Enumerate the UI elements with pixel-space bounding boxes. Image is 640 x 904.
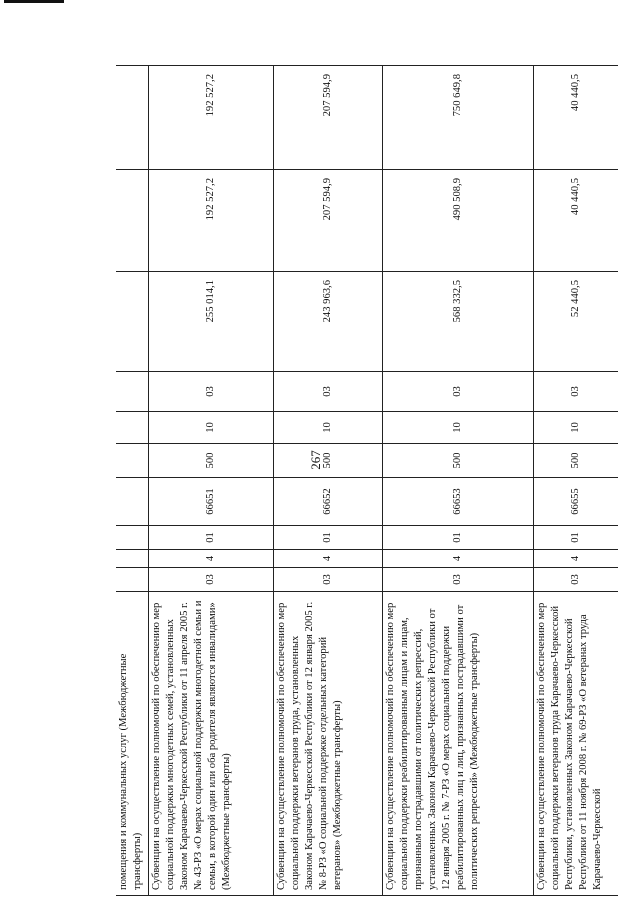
- code-cell: 01: [383, 526, 534, 550]
- code-cell: 10: [383, 412, 534, 444]
- code-cell: 4: [274, 550, 383, 568]
- amount-cell: 750 649,8: [383, 66, 534, 170]
- amount-cell: 192 527,2: [149, 170, 274, 272]
- code-cell: 4: [383, 550, 534, 568]
- code-cell: 500: [534, 444, 619, 478]
- code-cell: 10: [274, 412, 383, 444]
- table-row: [534, 66, 619, 896]
- table-row: [116, 66, 149, 896]
- code-cell: 10: [149, 412, 274, 444]
- code-cell: 03: [149, 372, 274, 412]
- code-cell: 4: [534, 550, 619, 568]
- code-cell: 01: [149, 526, 274, 550]
- row-description: Субвенции на осуществление полномочий по обеспечению мер социальной поддержки ветеранов труда Карачаево-Черкесской Республики, установленных Законом Карачаево-Черкесской Республики от 11 ноября 2008 г. № 69-РЗ «О ветеранах труда Карачаево-Черкесской: [534, 592, 619, 896]
- code-cell: 500: [274, 444, 383, 478]
- row-description: Субвенции на осуществление полномочий по обеспечению мер социальной поддержки ветеранов труда, установленных Законом Карачаево-Черкесской Республики от 12 января 2005 г. № 8-РЗ «О социальной поддержке отдельных категорий ветеранов» (Межбюджетные трансферты): [274, 592, 383, 896]
- amount-cell: 40 440,5: [534, 66, 619, 170]
- code-cell: 03: [383, 372, 534, 412]
- code-cell: 03: [383, 568, 534, 592]
- code-cell: 66653: [383, 478, 534, 526]
- code-cell: 66655: [534, 478, 619, 526]
- amount-cell: 207 594,9: [274, 66, 383, 170]
- code-cell: 10: [534, 412, 619, 444]
- table-row: [383, 66, 534, 896]
- code-cell: 03: [274, 568, 383, 592]
- code-cell: 500: [149, 444, 274, 478]
- amount-cell: 568 332,5: [383, 272, 534, 372]
- top-rule: [4, 0, 64, 3]
- code-cell: 03: [149, 568, 274, 592]
- rotated-sheet: [116, 66, 606, 896]
- code-cell: 4: [149, 550, 274, 568]
- code-cell: 66651: [149, 478, 274, 526]
- budget-table: [116, 65, 618, 896]
- amount-cell: 52 440,5: [534, 272, 619, 372]
- amount-cell: 255 014,1: [149, 272, 274, 372]
- budget-table-rotated: [116, 66, 606, 896]
- table-row: [274, 66, 383, 896]
- code-cell: 03: [274, 372, 383, 412]
- amount-cell: 192 527,2: [149, 66, 274, 170]
- code-cell: 01: [274, 526, 383, 550]
- amount-cell: 490 508,9: [383, 170, 534, 272]
- code-cell: 01: [534, 526, 619, 550]
- row-description: помещения и коммунальных услуг (Межбюджетные трансферты): [116, 592, 149, 896]
- code-cell: 66652: [274, 478, 383, 526]
- amount-cell: 243 963,6: [274, 272, 383, 372]
- amount-cell: 207 594,9: [274, 170, 383, 272]
- code-cell: 03: [534, 372, 619, 412]
- page-number: 267: [308, 450, 323, 470]
- table-row: [149, 66, 274, 896]
- row-description: Субвенции на осуществление полномочий по обеспечению мер социальной поддержки реабилитированным лицам и лицам, признанным пострадавшими от политических репрессий, установленных Законом Карачаево-Черкесской Республики от 12 января 2005 г. № 7-РЗ «О мерах социальной поддержки реабилитированных лиц и лиц, признанных пострадавшими от политических репрессий» (Межбюджетные трансферты): [383, 592, 534, 896]
- code-cell: 03: [534, 568, 619, 592]
- amount-cell: 40 440,5: [534, 170, 619, 272]
- code-cell: 500: [383, 444, 534, 478]
- row-description: Субвенции на осуществление полномочий по обеспечению мер социальной поддержки многодетных семей, установленных Законом Карачаево-Черкесской Республики от 11 апреля 2005 г. № 43-РЗ «О мерах социальной поддержки многодетной семьи и семьи, в которой один или оба родителя являются инвалидами» (Межбюджетные трансферты): [149, 592, 274, 896]
